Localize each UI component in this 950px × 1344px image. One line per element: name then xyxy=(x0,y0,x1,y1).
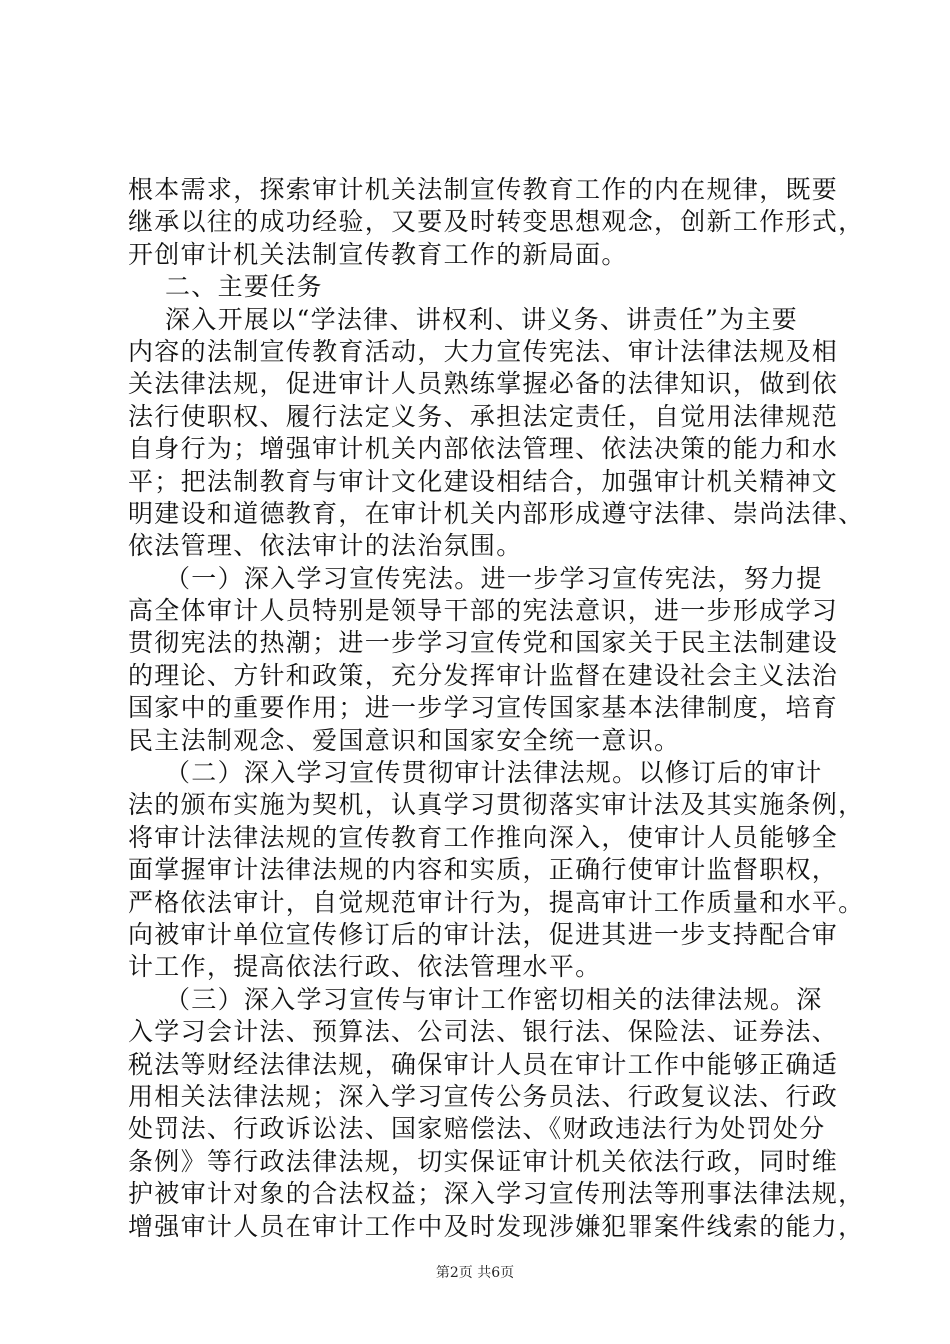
text-line: 法行使职权、履行法定义务、承担法定责任，自觉用法律规范 xyxy=(128,401,839,431)
text-line: 税法等财经法律法规，确保审计人员在审计工作中能够正确适 xyxy=(128,1049,839,1079)
text-line: 增强审计人员在审计工作中及时发现涉嫌犯罪案件线索的能力， xyxy=(128,1211,865,1241)
text-line: （一）深入学习宣传宪法。进一步学习宣传宪法，努力提 xyxy=(128,563,823,593)
text-line: 护被审计对象的合法权益；深入学习宣传刑法等刑事法律法规， xyxy=(128,1179,865,1209)
text-line: （三）深入学习宣传与审计工作密切相关的法律法规。深 xyxy=(128,984,823,1014)
text-line: 开创审计机关法制宣传教育工作的新局面。 xyxy=(128,239,628,269)
text-line: 深入开展以“学法律、讲权利、讲义务、讲责任”为主要 xyxy=(128,304,799,334)
text-line: 依法管理、依法审计的法治氛围。 xyxy=(128,531,523,561)
text-line: 继承以往的成功经验，又要及时转变思想观念，创新工作形式， xyxy=(128,207,865,237)
text-line: 高全体审计人员特别是领导干部的宪法意识，进一步形成学习 xyxy=(128,596,839,626)
text-line: 民主法制观念、爱国意识和国家安全统一意识。 xyxy=(128,725,681,755)
text-line: 计工作，提高依法行政、依法管理水平。 xyxy=(128,952,602,982)
text-line: 关法律法规，促进审计人员熟练掌握必备的法律知识，做到依 xyxy=(128,369,839,399)
text-line: 内容的法制宣传教育活动，大力宣传宪法、审计法律法规及相 xyxy=(128,336,839,366)
text-line: 严格依法审计，自觉规范审计行为，提高审计工作质量和水平。 xyxy=(128,887,865,917)
text-line: 平；把法制教育与审计文化建设相结合，加强审计机关精神文 xyxy=(128,466,839,496)
text-line: 根本需求，探索审计机关法制宣传教育工作的内在规律，既要 xyxy=(128,175,839,204)
text-line: 将审计法律法规的宣传教育工作推向深入，使审计人员能够全 xyxy=(128,822,839,852)
text-line: 贯彻宪法的热潮；进一步学习宣传党和国家关于民主法制建设 xyxy=(128,628,839,658)
text-line: 条例》等行政法律法规，切实保证审计机关依法行政，同时维 xyxy=(128,1146,839,1176)
text-line: 用相关法律法规；深入学习宣传公务员法、行政复议法、行政 xyxy=(128,1081,839,1111)
text-line: 自身行为；增强审计机关内部依法管理、依法决策的能力和水 xyxy=(128,434,839,464)
text-line: （二）深入学习宣传贯彻审计法律法规。以修订后的审计 xyxy=(128,758,823,788)
section-heading: 二、主要任务 xyxy=(128,272,323,302)
text-line: 国家中的重要作用；进一步学习宣传国家基本法律制度，培育 xyxy=(128,693,839,723)
text-line: 入学习会计法、预算法、公司法、银行法、保险法、证券法、 xyxy=(128,1017,839,1047)
text-line: 法的颁布实施为契机，认真学习贯彻落实审计法及其实施条例， xyxy=(128,790,865,820)
text-line: 向被审计单位宣传修订后的审计法，促进其进一步支持配合审 xyxy=(128,919,839,949)
text-line: 处罚法、行政诉讼法、国家赔偿法、《财政违法行为处罚处分 xyxy=(128,1114,826,1144)
page-number-footer: 第2页 共6页 xyxy=(435,1265,515,1281)
body-text xyxy=(128,174,865,1243)
text-line: 的理论、方针和政策，充分发挥审计监督在建设社会主义法治 xyxy=(128,660,839,690)
text-line: 面掌握审计法律法规的内容和实质，正确行使审计监督职权， xyxy=(128,855,839,885)
text-line: 明建设和道德教育，在审计机关内部形成遵守法律、崇尚法律、 xyxy=(128,498,865,528)
